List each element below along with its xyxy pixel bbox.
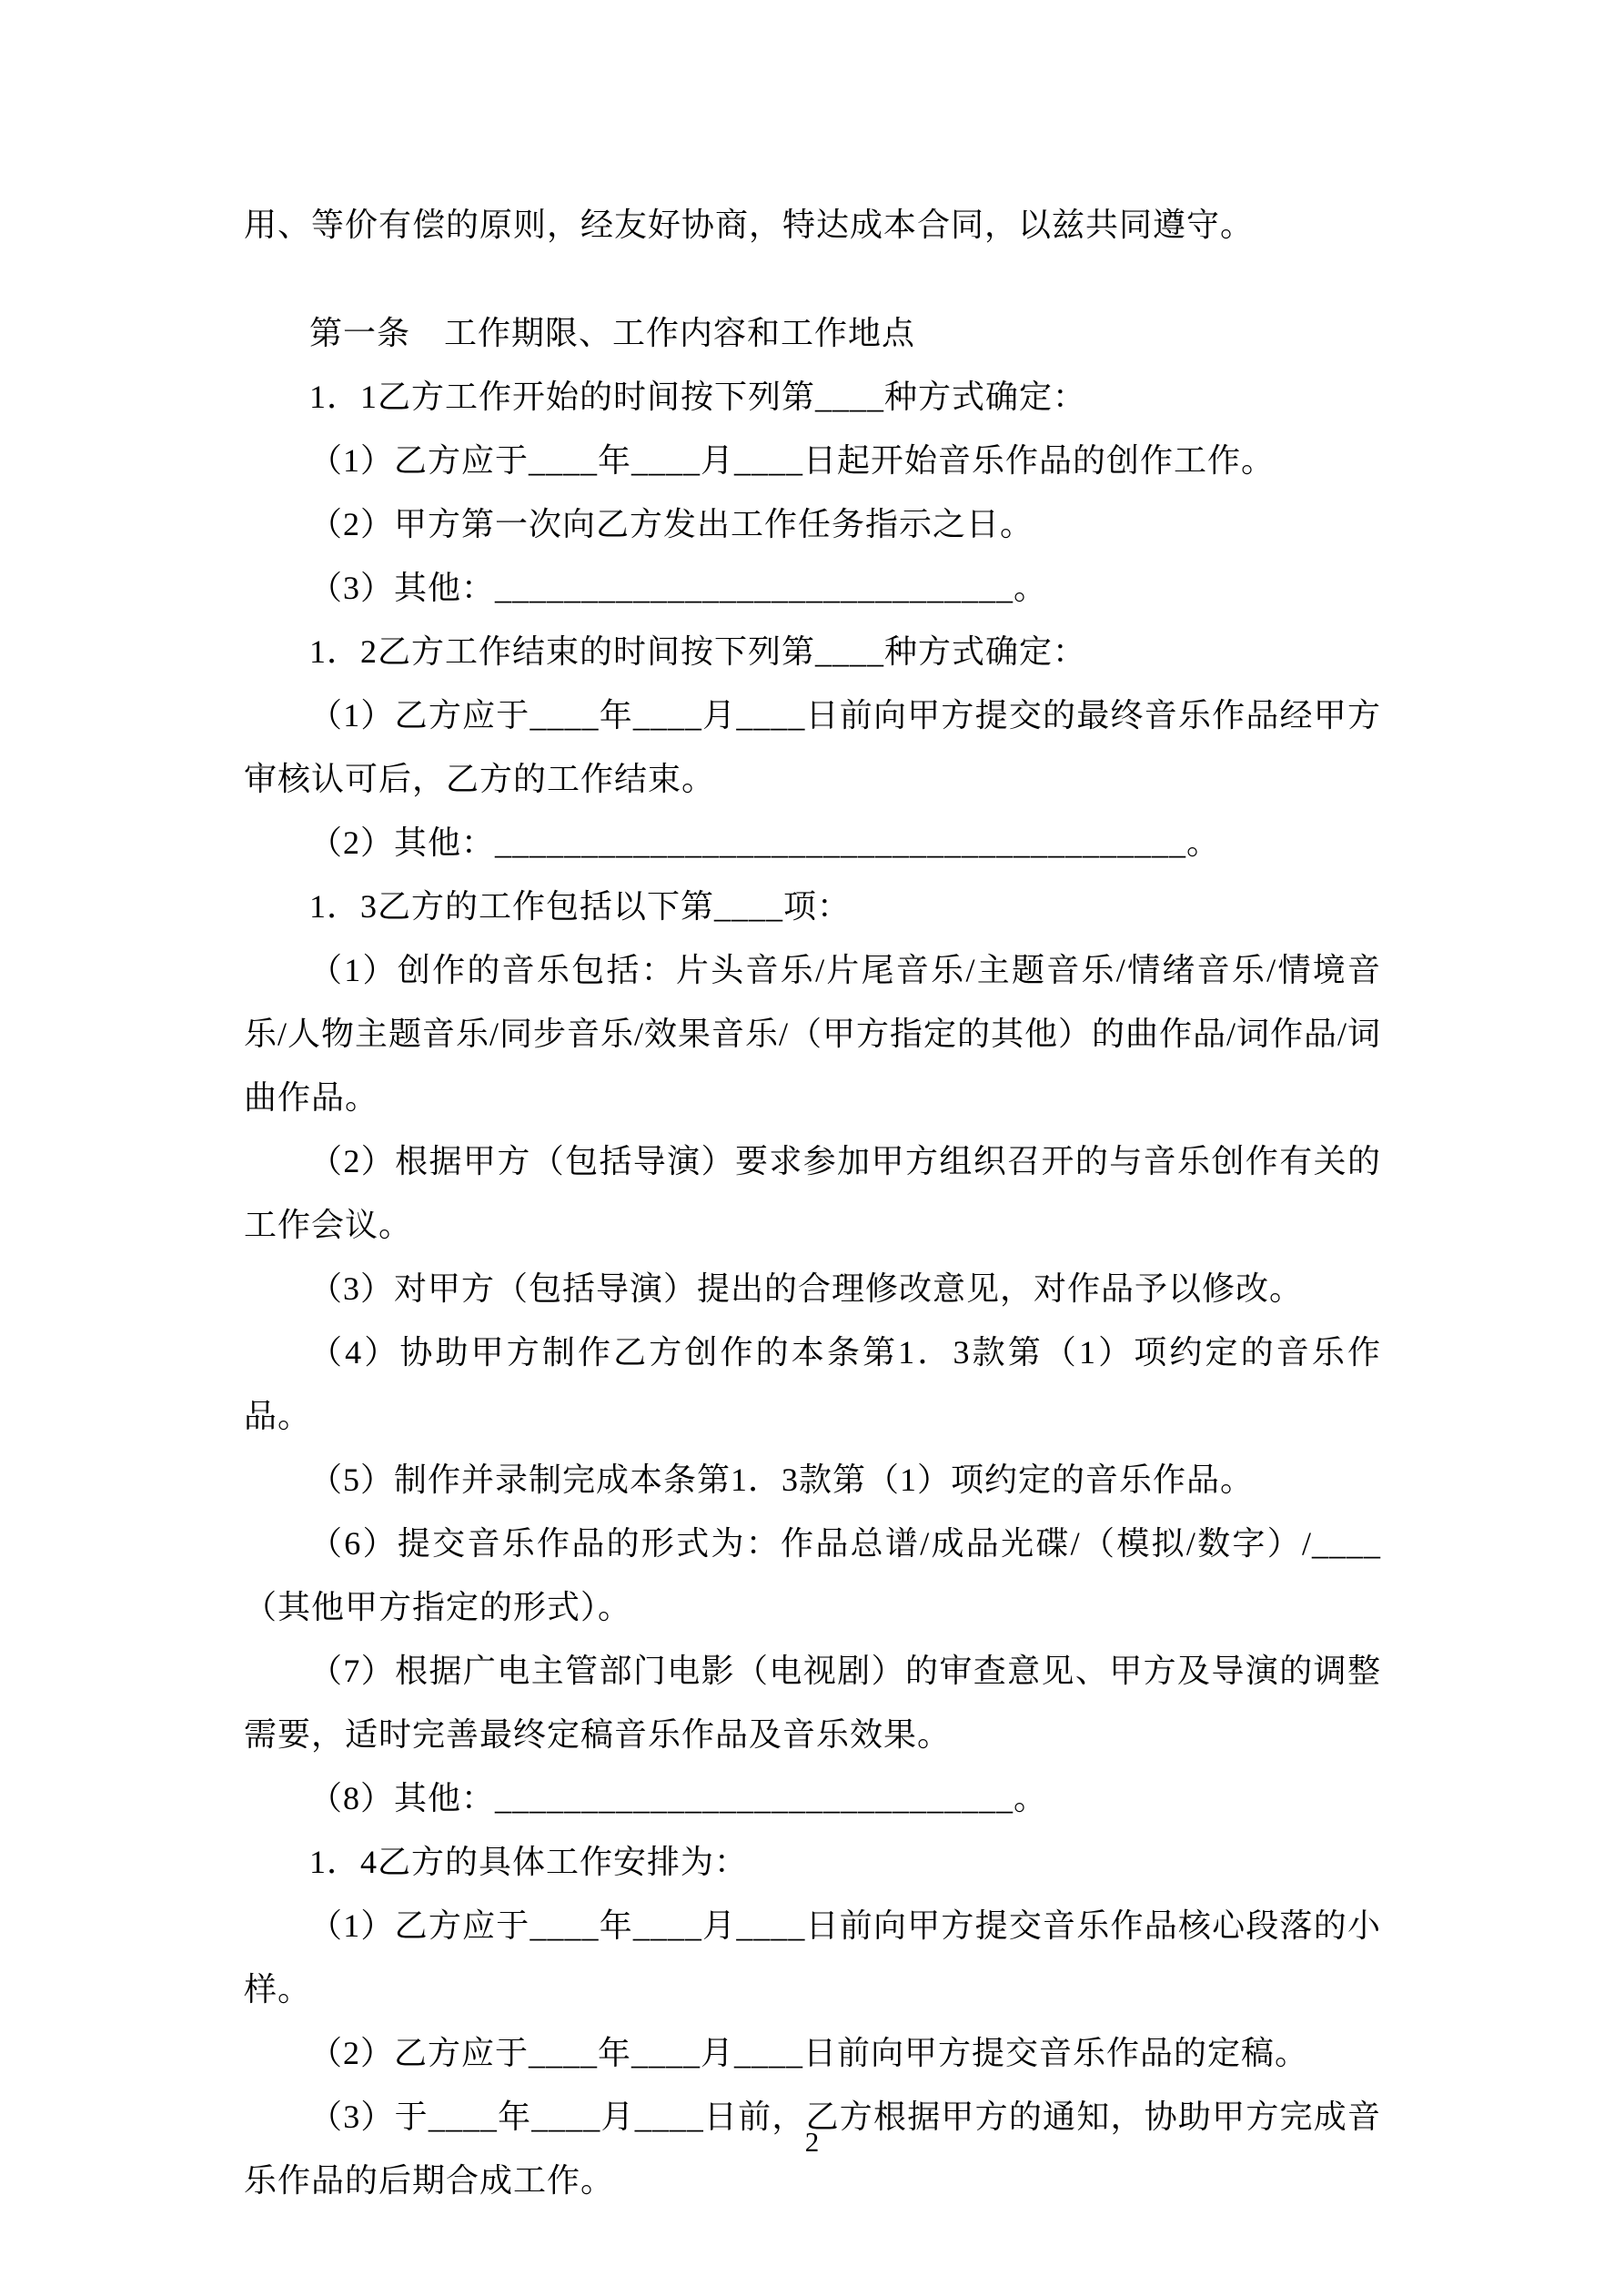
clause-1-1-item-3: （3）其他：______________________________。 xyxy=(309,570,1048,606)
clause-1-3-item-8: （8）其他：______________________________。 xyxy=(309,1780,1048,1816)
clause-1-1: 1．1乙方工作开始的时间按下列第____种方式确定： xyxy=(309,379,1087,415)
contract-body xyxy=(244,193,1381,2212)
clause-1-3-item-7: （7）根据广电主管部门电影（电视剧）的审查意见、甲方及导演的调整需要，适时完善最终定稿音乐作品及音乐效果。 xyxy=(244,1653,1381,1753)
clause-1-4-item-1: （1）乙方应于____年____月____日前向甲方提交音乐作品核心段落的小样。 xyxy=(244,1907,1381,2008)
paragraph-continuation: 用、等价有偿的原则，经友好协商，特达成本合同，以兹共同遵守。 xyxy=(244,207,1255,243)
clause-1-4: 1．4乙方的具体工作安排为： xyxy=(309,1844,749,1880)
clause-1-2-item-1: （1）乙方应于____年____月____日前向甲方提交的最终音乐作品经甲方审核认可后，乙方的工作结束。 xyxy=(244,697,1381,797)
article-1-heading: 第一条 工作期限、工作内容和工作地点 xyxy=(309,315,916,351)
clause-1-4-item-3: （3）于____年____月____日前，乙方根据甲方的通知，协助甲方完成音乐作品的后期合成工作。 xyxy=(244,2099,1381,2199)
clause-1-1-item-1: （1）乙方应于____年____月____日起开始音乐作品的创作工作。 xyxy=(309,442,1276,479)
clause-1-3: 1．3乙方的工作包括以下第____项： xyxy=(309,888,852,925)
clause-1-3-item-4: （4）协助甲方制作乙方创作的本条第1．3款第（1）项约定的音乐作品。 xyxy=(244,1334,1381,1434)
clause-1-2-item-2: （2）其他：________________________________________。 xyxy=(309,824,1221,861)
clause-1-3-item-6: （6）提交音乐作品的形式为：作品总谱/成品光碟/（模拟/数字）/____（其他甲方指定的形式）。 xyxy=(244,1525,1381,1625)
clause-1-3-item-2: （2）根据甲方（包括导演）要求参加甲方组织召开的与音乐创作有关的工作会议。 xyxy=(244,1143,1381,1243)
clause-1-3-item-1: （1）创作的音乐包括：片头音乐/片尾音乐/主题音乐/情绪音乐/情境音乐/人物主题音乐/同步音乐/效果音乐/（甲方指定的其他）的曲作品/词作品/词曲作品。 xyxy=(244,952,1382,1116)
clause-1-1-item-2: （2）甲方第一次向乙方发出工作任务指示之日。 xyxy=(309,506,1034,542)
page-number: 2 xyxy=(804,2126,820,2158)
clause-1-3-item-3: （3）对甲方（包括导演）提出的合理修改意见，对作品予以修改。 xyxy=(309,1270,1304,1307)
clause-1-4-item-2: （2）乙方应于____年____月____日前向甲方提交音乐作品的定稿。 xyxy=(309,2035,1309,2071)
clause-1-3-item-5: （5）制作并录制完成本条第1．3款第（1）项约定的音乐作品。 xyxy=(309,1462,1255,1498)
clause-1-2: 1．2乙方工作结束的时间按下列第____种方式确定： xyxy=(309,633,1087,670)
